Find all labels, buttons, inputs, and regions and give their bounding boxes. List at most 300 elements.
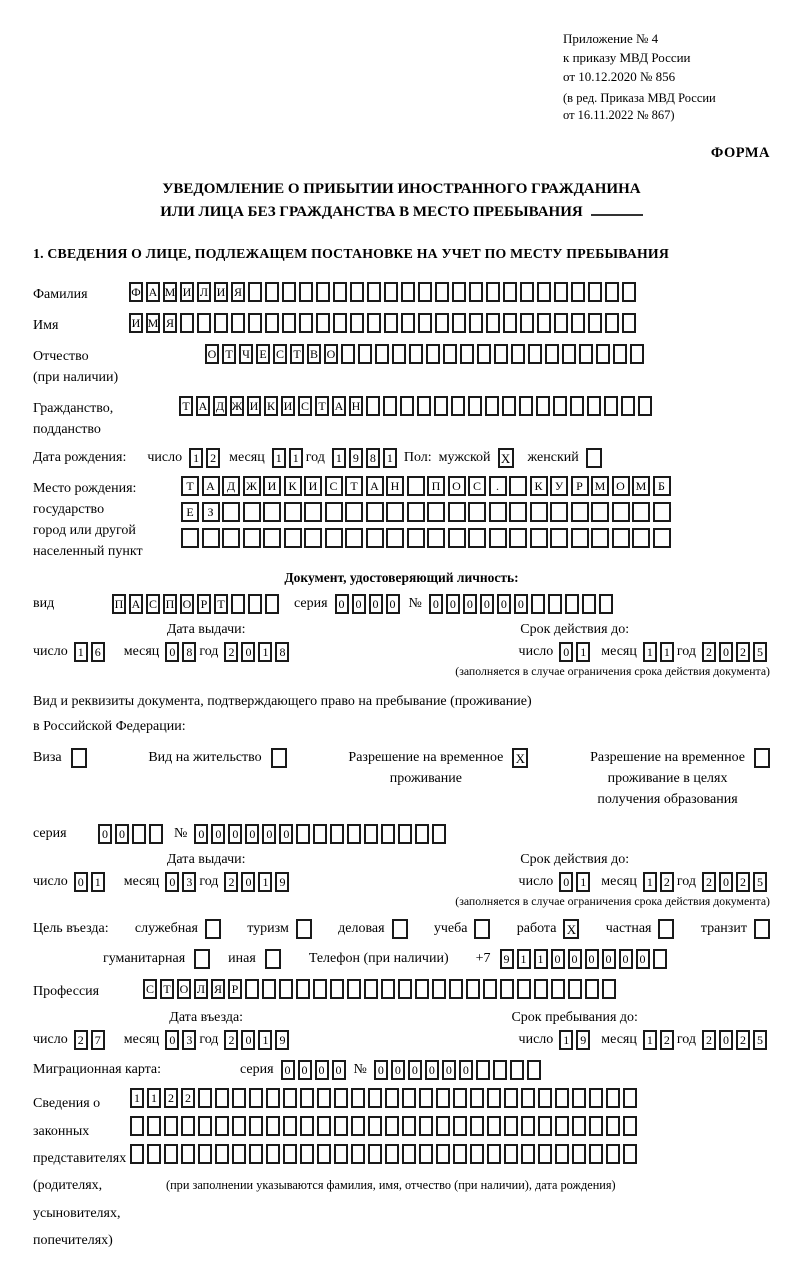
char-box[interactable]: С — [468, 476, 486, 496]
char-box[interactable]: Ж — [243, 476, 261, 496]
char-box[interactable]: 3 — [182, 1030, 196, 1050]
char-box[interactable]: С — [273, 344, 287, 364]
char-box[interactable] — [409, 344, 423, 364]
char-box[interactable]: А — [202, 476, 220, 496]
char-box[interactable] — [453, 1144, 467, 1164]
char-box[interactable] — [509, 476, 527, 496]
char-box[interactable]: А — [196, 396, 210, 416]
char-box[interactable]: 0 — [315, 1060, 329, 1080]
char-box[interactable] — [470, 1144, 484, 1164]
sex-male-checkbox[interactable]: X — [498, 448, 514, 468]
char-box[interactable] — [364, 979, 378, 999]
char-box[interactable] — [367, 313, 381, 333]
char-box[interactable]: 2 — [206, 448, 220, 468]
char-box[interactable] — [345, 502, 363, 522]
char-box[interactable] — [587, 396, 601, 416]
char-box[interactable] — [623, 1088, 637, 1108]
char-box[interactable] — [245, 979, 259, 999]
char-box[interactable] — [392, 344, 406, 364]
char-box[interactable]: 0 — [194, 824, 208, 844]
char-box[interactable]: О — [324, 344, 338, 364]
char-box[interactable]: О — [205, 344, 219, 364]
char-box[interactable] — [477, 344, 491, 364]
char-box[interactable]: 5 — [753, 1030, 767, 1050]
char-box[interactable] — [570, 396, 584, 416]
char-box[interactable] — [486, 313, 500, 333]
char-box[interactable] — [334, 1116, 348, 1136]
char-box[interactable]: О — [180, 594, 194, 614]
char-box[interactable] — [231, 594, 245, 614]
char-box[interactable]: Д — [213, 396, 227, 416]
char-box[interactable] — [571, 528, 589, 548]
char-box[interactable]: 1 — [332, 448, 346, 468]
char-box[interactable] — [510, 1060, 524, 1080]
char-box[interactable] — [130, 1144, 144, 1164]
purpose-other-checkbox[interactable] — [265, 949, 281, 969]
char-box[interactable]: 1 — [258, 642, 272, 662]
char-box[interactable] — [632, 502, 650, 522]
char-box[interactable] — [553, 396, 567, 416]
char-box[interactable] — [333, 313, 347, 333]
char-box[interactable] — [653, 528, 671, 548]
char-box[interactable]: Т — [179, 396, 193, 416]
char-box[interactable]: К — [264, 396, 278, 416]
char-box[interactable] — [415, 824, 429, 844]
char-box[interactable] — [453, 1088, 467, 1108]
char-box[interactable] — [612, 502, 630, 522]
char-box[interactable]: О — [448, 476, 466, 496]
char-box[interactable]: С — [298, 396, 312, 416]
char-box[interactable]: М — [146, 313, 160, 333]
char-box[interactable]: 1 — [643, 642, 657, 662]
char-box[interactable] — [181, 528, 199, 548]
char-box[interactable]: 0 — [514, 594, 528, 614]
char-box[interactable] — [469, 313, 483, 333]
char-box[interactable] — [468, 502, 486, 522]
char-box[interactable] — [334, 1088, 348, 1108]
char-box[interactable] — [521, 1116, 535, 1136]
char-box[interactable] — [366, 528, 384, 548]
char-box[interactable] — [181, 1144, 195, 1164]
char-box[interactable] — [407, 502, 425, 522]
char-box[interactable] — [381, 979, 395, 999]
char-box[interactable] — [621, 396, 635, 416]
char-box[interactable] — [263, 502, 281, 522]
char-box[interactable] — [449, 979, 463, 999]
char-box[interactable] — [149, 824, 163, 844]
char-box[interactable] — [460, 344, 474, 364]
char-box[interactable] — [401, 313, 415, 333]
char-box[interactable] — [266, 1144, 280, 1164]
char-box[interactable] — [296, 979, 310, 999]
char-box[interactable]: 9 — [500, 949, 514, 969]
char-box[interactable] — [528, 344, 542, 364]
char-box[interactable] — [384, 282, 398, 302]
char-box[interactable] — [383, 396, 397, 416]
char-box[interactable] — [198, 1088, 212, 1108]
char-box[interactable]: 0 — [298, 1060, 312, 1080]
char-box[interactable] — [330, 979, 344, 999]
char-box[interactable] — [283, 1144, 297, 1164]
char-box[interactable]: 0 — [279, 824, 293, 844]
char-box[interactable] — [304, 502, 322, 522]
char-box[interactable]: В — [307, 344, 321, 364]
char-box[interactable] — [313, 979, 327, 999]
char-box[interactable] — [504, 1116, 518, 1136]
char-box[interactable] — [351, 1144, 365, 1164]
char-box[interactable] — [550, 502, 568, 522]
char-box[interactable]: К — [284, 476, 302, 496]
char-box[interactable] — [554, 282, 568, 302]
char-box[interactable] — [347, 979, 361, 999]
char-box[interactable] — [504, 1088, 518, 1108]
char-box[interactable] — [509, 528, 527, 548]
char-box[interactable] — [537, 313, 551, 333]
char-box[interactable] — [341, 344, 355, 364]
char-box[interactable]: 0 — [568, 949, 582, 969]
char-box[interactable] — [503, 282, 517, 302]
char-box[interactable]: Т — [181, 476, 199, 496]
char-box[interactable] — [265, 313, 279, 333]
char-box[interactable] — [333, 282, 347, 302]
char-box[interactable] — [334, 1144, 348, 1164]
char-box[interactable]: 2 — [181, 1088, 195, 1108]
char-box[interactable] — [638, 396, 652, 416]
char-box[interactable] — [130, 1116, 144, 1136]
char-box[interactable]: 2 — [702, 642, 716, 662]
char-box[interactable] — [585, 979, 599, 999]
char-box[interactable]: С — [143, 979, 157, 999]
char-box[interactable]: 0 — [241, 642, 255, 662]
char-box[interactable] — [232, 1088, 246, 1108]
char-box[interactable] — [589, 1144, 603, 1164]
char-box[interactable]: 2 — [736, 872, 750, 892]
char-box[interactable] — [503, 313, 517, 333]
char-box[interactable]: 0 — [352, 594, 366, 614]
char-box[interactable] — [368, 1116, 382, 1136]
char-box[interactable]: 0 — [442, 1060, 456, 1080]
char-box[interactable]: 2 — [736, 642, 750, 662]
char-box[interactable]: Т — [290, 344, 304, 364]
char-box[interactable]: 1 — [383, 448, 397, 468]
char-box[interactable] — [589, 1088, 603, 1108]
purpose-work-checkbox[interactable]: X — [563, 919, 579, 939]
char-box[interactable]: 0 — [165, 642, 179, 662]
char-box[interactable] — [520, 313, 534, 333]
char-box[interactable]: М — [163, 282, 177, 302]
char-box[interactable] — [572, 1116, 586, 1136]
char-box[interactable]: П — [163, 594, 177, 614]
char-box[interactable]: И — [281, 396, 295, 416]
char-box[interactable] — [500, 979, 514, 999]
char-box[interactable]: 8 — [275, 642, 289, 662]
char-box[interactable]: 0 — [335, 594, 349, 614]
char-box[interactable] — [262, 979, 276, 999]
char-box[interactable]: 0 — [211, 824, 225, 844]
char-box[interactable] — [283, 1088, 297, 1108]
char-box[interactable]: Ф — [129, 282, 143, 302]
char-box[interactable] — [385, 1116, 399, 1136]
char-box[interactable] — [653, 949, 667, 969]
char-box[interactable] — [282, 282, 296, 302]
char-box[interactable] — [266, 1116, 280, 1136]
purpose-transit-checkbox[interactable] — [754, 919, 770, 939]
char-box[interactable] — [180, 313, 194, 333]
char-box[interactable]: 0 — [386, 594, 400, 614]
char-box[interactable]: 1 — [74, 642, 88, 662]
char-box[interactable] — [588, 282, 602, 302]
char-box[interactable] — [317, 1088, 331, 1108]
char-box[interactable] — [545, 344, 559, 364]
char-box[interactable] — [351, 1088, 365, 1108]
char-box[interactable]: Т — [345, 476, 363, 496]
char-box[interactable] — [358, 344, 372, 364]
char-box[interactable] — [419, 1116, 433, 1136]
char-box[interactable]: О — [177, 979, 191, 999]
char-box[interactable] — [325, 528, 343, 548]
char-box[interactable] — [325, 502, 343, 522]
char-box[interactable] — [248, 282, 262, 302]
char-box[interactable] — [222, 528, 240, 548]
char-box[interactable] — [350, 313, 364, 333]
char-box[interactable]: 1 — [559, 1030, 573, 1050]
char-box[interactable] — [402, 1116, 416, 1136]
char-box[interactable]: 1 — [272, 448, 286, 468]
char-box[interactable]: Ч — [239, 344, 253, 364]
char-box[interactable]: 2 — [660, 872, 674, 892]
char-box[interactable]: 6 — [91, 642, 105, 662]
char-box[interactable] — [279, 979, 293, 999]
char-box[interactable]: 5 — [753, 642, 767, 662]
char-box[interactable]: . — [489, 476, 507, 496]
char-box[interactable]: 0 — [429, 594, 443, 614]
char-box[interactable]: А — [129, 594, 143, 614]
char-box[interactable]: 1 — [91, 872, 105, 892]
char-box[interactable]: 1 — [660, 642, 674, 662]
char-box[interactable]: И — [263, 476, 281, 496]
char-box[interactable] — [571, 282, 585, 302]
char-box[interactable] — [632, 528, 650, 548]
char-box[interactable] — [530, 528, 548, 548]
char-box[interactable] — [538, 1088, 552, 1108]
char-box[interactable] — [296, 824, 310, 844]
char-box[interactable]: Т — [160, 979, 174, 999]
char-box[interactable] — [572, 1144, 586, 1164]
char-box[interactable]: Т — [214, 594, 228, 614]
char-box[interactable] — [364, 824, 378, 844]
char-box[interactable]: 0 — [98, 824, 112, 844]
char-box[interactable]: 1 — [189, 448, 203, 468]
char-box[interactable] — [527, 1060, 541, 1080]
char-box[interactable] — [300, 1116, 314, 1136]
char-box[interactable]: И — [214, 282, 228, 302]
char-box[interactable] — [448, 502, 466, 522]
char-box[interactable]: С — [325, 476, 343, 496]
char-box[interactable] — [398, 979, 412, 999]
char-box[interactable] — [613, 344, 627, 364]
char-box[interactable] — [606, 1088, 620, 1108]
char-box[interactable]: 0 — [463, 594, 477, 614]
char-box[interactable]: 0 — [165, 1030, 179, 1050]
char-box[interactable] — [164, 1144, 178, 1164]
char-box[interactable] — [147, 1116, 161, 1136]
char-box[interactable] — [132, 824, 146, 844]
char-box[interactable] — [215, 1116, 229, 1136]
char-box[interactable] — [283, 1116, 297, 1136]
char-box[interactable] — [282, 313, 296, 333]
char-box[interactable] — [550, 528, 568, 548]
char-box[interactable] — [509, 502, 527, 522]
char-box[interactable] — [551, 979, 565, 999]
char-box[interactable] — [596, 344, 610, 364]
purpose-business-checkbox[interactable] — [392, 919, 408, 939]
char-box[interactable]: 8 — [366, 448, 380, 468]
char-box[interactable] — [588, 313, 602, 333]
char-box[interactable]: М — [591, 476, 609, 496]
char-box[interactable] — [248, 313, 262, 333]
rvp-checkbox[interactable]: X — [512, 748, 528, 768]
char-box[interactable]: 0 — [585, 949, 599, 969]
char-box[interactable] — [249, 1144, 263, 1164]
char-box[interactable]: 2 — [736, 1030, 750, 1050]
char-box[interactable]: 1 — [643, 872, 657, 892]
char-box[interactable]: 0 — [74, 872, 88, 892]
char-box[interactable] — [367, 282, 381, 302]
char-box[interactable] — [582, 594, 596, 614]
char-box[interactable] — [468, 396, 482, 416]
char-box[interactable]: 0 — [391, 1060, 405, 1080]
char-box[interactable]: 9 — [576, 1030, 590, 1050]
char-box[interactable]: 0 — [497, 594, 511, 614]
char-box[interactable]: У — [550, 476, 568, 496]
char-box[interactable]: Е — [256, 344, 270, 364]
char-box[interactable]: И — [180, 282, 194, 302]
char-box[interactable] — [317, 1144, 331, 1164]
char-box[interactable] — [538, 1116, 552, 1136]
char-box[interactable] — [435, 313, 449, 333]
char-box[interactable] — [487, 1144, 501, 1164]
char-box[interactable] — [487, 1088, 501, 1108]
char-box[interactable]: 0 — [636, 949, 650, 969]
char-box[interactable] — [653, 502, 671, 522]
char-box[interactable] — [419, 1088, 433, 1108]
char-box[interactable] — [485, 396, 499, 416]
char-box[interactable] — [511, 344, 525, 364]
char-box[interactable] — [419, 1144, 433, 1164]
char-box[interactable] — [426, 344, 440, 364]
char-box[interactable]: 1 — [289, 448, 303, 468]
char-box[interactable]: 0 — [480, 594, 494, 614]
char-box[interactable]: 1 — [576, 872, 590, 892]
char-box[interactable]: 0 — [719, 642, 733, 662]
char-box[interactable] — [622, 282, 636, 302]
char-box[interactable]: 1 — [258, 1030, 272, 1050]
char-box[interactable] — [604, 396, 618, 416]
char-box[interactable] — [345, 528, 363, 548]
char-box[interactable]: З — [202, 502, 220, 522]
char-box[interactable]: 1 — [130, 1088, 144, 1108]
char-box[interactable]: Т — [315, 396, 329, 416]
char-box[interactable] — [385, 1144, 399, 1164]
char-box[interactable]: 2 — [224, 872, 238, 892]
char-box[interactable] — [606, 1144, 620, 1164]
char-box[interactable] — [504, 1144, 518, 1164]
char-box[interactable]: 2 — [224, 642, 238, 662]
char-box[interactable]: Н — [349, 396, 363, 416]
char-box[interactable] — [164, 1116, 178, 1136]
char-box[interactable]: К — [530, 476, 548, 496]
char-box[interactable] — [536, 396, 550, 416]
char-box[interactable] — [366, 396, 380, 416]
char-box[interactable] — [548, 594, 562, 614]
char-box[interactable]: 0 — [719, 1030, 733, 1050]
char-box[interactable]: 1 — [534, 949, 548, 969]
char-box[interactable] — [427, 502, 445, 522]
char-box[interactable] — [436, 1116, 450, 1136]
char-box[interactable] — [231, 313, 245, 333]
char-box[interactable] — [623, 1116, 637, 1136]
char-box[interactable] — [386, 502, 404, 522]
char-box[interactable]: 2 — [74, 1030, 88, 1050]
char-box[interactable] — [565, 594, 579, 614]
char-box[interactable] — [351, 1116, 365, 1136]
purpose-tourism-checkbox[interactable] — [296, 919, 312, 939]
char-box[interactable] — [198, 1144, 212, 1164]
char-box[interactable] — [368, 1144, 382, 1164]
char-box[interactable] — [299, 313, 313, 333]
char-box[interactable] — [602, 979, 616, 999]
char-box[interactable]: М — [632, 476, 650, 496]
purpose-official-checkbox[interactable] — [205, 919, 221, 939]
char-box[interactable] — [222, 502, 240, 522]
char-box[interactable]: 0 — [551, 949, 565, 969]
char-box[interactable] — [215, 1144, 229, 1164]
char-box[interactable]: 5 — [753, 872, 767, 892]
char-box[interactable]: 0 — [446, 594, 460, 614]
char-box[interactable] — [197, 313, 211, 333]
char-box[interactable] — [248, 594, 262, 614]
char-box[interactable]: 0 — [262, 824, 276, 844]
char-box[interactable] — [266, 1088, 280, 1108]
char-box[interactable]: 9 — [275, 872, 289, 892]
char-box[interactable]: 0 — [559, 872, 573, 892]
char-box[interactable] — [494, 344, 508, 364]
char-box[interactable]: 2 — [660, 1030, 674, 1050]
char-box[interactable] — [606, 1116, 620, 1136]
char-box[interactable] — [300, 1144, 314, 1164]
char-box[interactable]: 0 — [241, 1030, 255, 1050]
char-box[interactable] — [214, 313, 228, 333]
char-box[interactable] — [313, 824, 327, 844]
char-box[interactable]: 7 — [91, 1030, 105, 1050]
char-box[interactable] — [284, 528, 302, 548]
char-box[interactable] — [605, 313, 619, 333]
char-box[interactable] — [243, 528, 261, 548]
char-box[interactable] — [418, 313, 432, 333]
char-box[interactable] — [435, 282, 449, 302]
char-box[interactable] — [427, 528, 445, 548]
char-box[interactable]: 0 — [425, 1060, 439, 1080]
char-box[interactable] — [489, 502, 507, 522]
char-box[interactable] — [432, 824, 446, 844]
char-box[interactable] — [571, 502, 589, 522]
char-box[interactable] — [555, 1144, 569, 1164]
char-box[interactable]: О — [612, 476, 630, 496]
char-box[interactable] — [538, 1144, 552, 1164]
char-box[interactable]: 2 — [164, 1088, 178, 1108]
char-box[interactable] — [402, 1088, 416, 1108]
char-box[interactable]: 0 — [619, 949, 633, 969]
